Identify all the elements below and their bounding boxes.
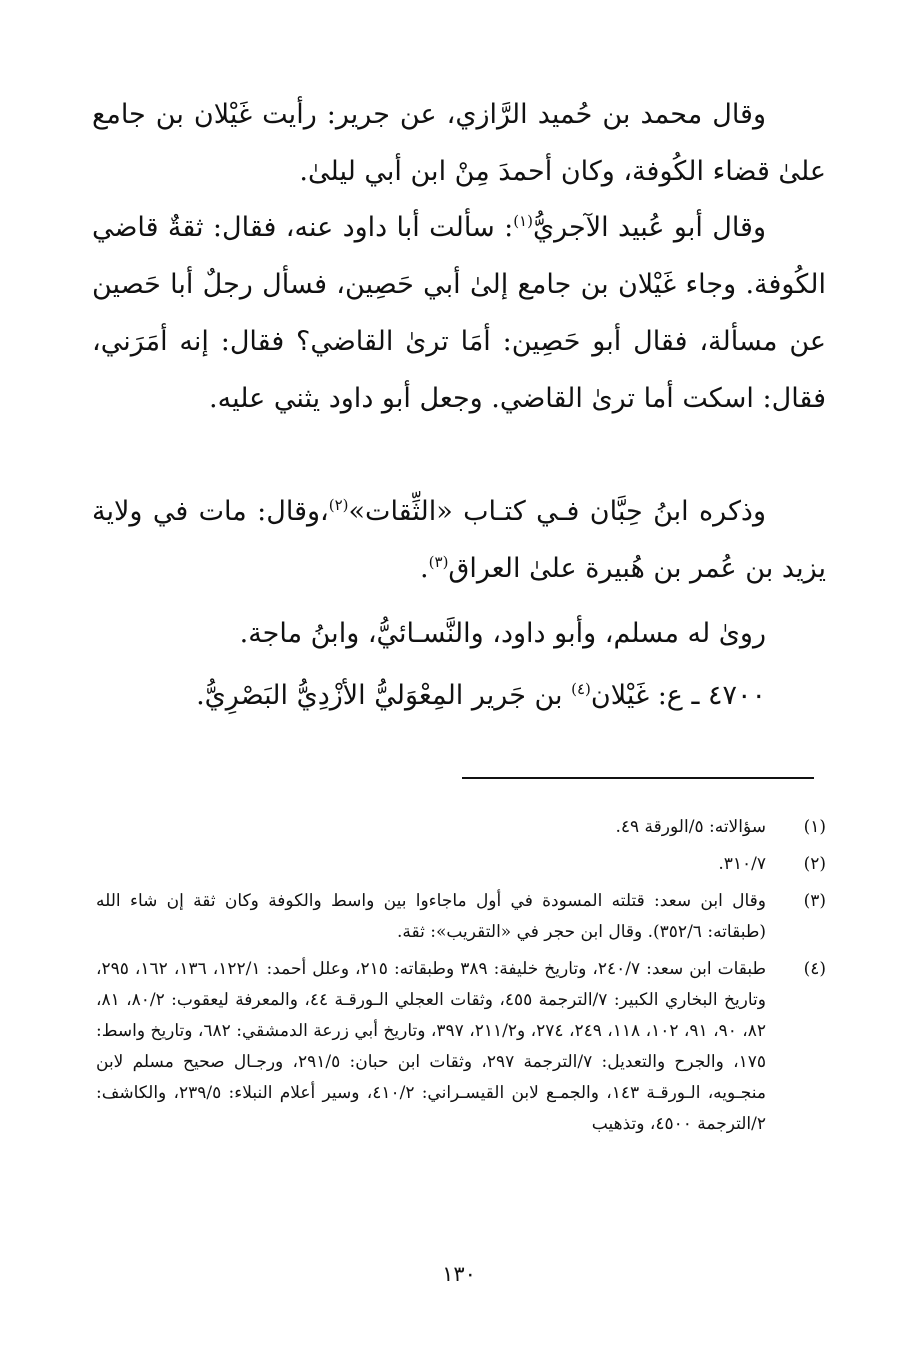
paragraph-text: [92, 483, 826, 597]
footnote-marker-1: (١): [513, 212, 533, 230]
footnote-separator: [462, 777, 814, 779]
footnote-number: (١): [803, 817, 826, 837]
entry-heading-text: [92, 667, 826, 724]
footnotes-section: [96, 812, 826, 1146]
footnote-text: سؤالاته: ٥/الورقة ٤٩.: [615, 817, 766, 837]
paragraph-text: [92, 199, 826, 427]
footnote-marker-4: (٤): [571, 680, 591, 698]
paragraph-text: وقال محمد بن حُميد الرَّازي، عن جرير: رأيت غَيْلان بن جامع علىٰ قضاء الكُوفة، وكان أحمدَ مِنْ ابن أبي ليلىٰ.: [92, 99, 826, 187]
footnote-marker-3: (٣): [428, 553, 449, 571]
page-number: ١٣٠: [442, 1262, 476, 1286]
paragraph-ajurri-narration: [92, 199, 826, 427]
paragraph-text-part: وذكره ابنُ حِبَّان فـي كتـاب «الثِّقات»: [348, 496, 766, 527]
footnote-number: (٤): [803, 959, 826, 979]
footnote-2: [96, 849, 826, 880]
paragraph-text: روىٰ له مسلم، وأبو داود، والنَّسـائيُّ، وابنُ ماجة.: [239, 618, 766, 649]
paragraph-narrators: [92, 605, 826, 662]
paragraph-text-part: : سألت أبا داود عنه، فقال: ثقةٌ قاضي الكُوفة. وجاء غَيْلان بن جامع إلىٰ أبي حَصِين، فسأل رجلٌ أبا حَصين عن مسألة، فقال أبو حَصِين: أمَا ترىٰ القاضي؟ فقال: إنه أمَرَني، فقال: اسكت أما ترىٰ القاضي. وجعل أبو داود يثني عليه.: [92, 212, 826, 414]
footnote-text: وقال ابن سعد: قتلته المسودة في أول ماجاءوا بين واسط والكوفة وكان ثقة إن شاء الله (طبقاته: ٣٥٢/٦). وقال ابن حجر في «التقريب»: ثقة.: [96, 891, 766, 942]
footnote-text: طبقات ابن سعد: ٢٤٠/٧، وتاريخ خليفة: ٣٨٩ وطبقاته: ٢١٥، وعلل أحمد: ١٢٢/١، ١٣٦، ١٦٢، ٢٩٥، وتاريخ البخاري الكبير: ٧/الترجمة ٤٥٥، وثقات العجلي الـورقـة ٤٤، والمعرفة ليعقوب: ٨٠/٢، ٨١، ٨٢، ٩٠، ٩١، ١٠٢، ١١٨، ٢٤٩، ٢٧٤، و٢١١/٢، ٣٩٧، وتاريخ أبي زرعة الدمشقي: ٦٨٢، وتاريخ واسط: ١٧٥، والجرح والتعديل: ٧/الترجمة ٢٩٧، وثقات ابن حبان: ٢٩١/٥، ورجـال صحيح مسلم لابن منجـويه، الـورقـة ١٤٣، والجمـع لابن القيسـراني: ٤١٠/٢، وسير أعلام النبلاء: ٢٣٩/٥، والكاشف: ٢/الترجمة ٤٥٠٠، وتذهيب: [96, 959, 767, 1134]
footnote-4: [96, 954, 826, 1140]
footnote-number: (٣): [803, 891, 826, 911]
footnote-3: [96, 886, 826, 948]
footnote-1: [96, 812, 826, 843]
entry-heading-4700: [92, 667, 826, 724]
paragraph-jarir-narration: [92, 86, 826, 200]
footnote-text: ٣١٠/٧.: [718, 854, 766, 874]
footnote-marker-2: (٢): [328, 496, 349, 514]
entry-heading-part: ٤٧٠٠ ـ ع: غَيْلان: [590, 680, 766, 711]
entry-heading-part: بن جَرير المِعْوَليُّ الأزْدِيُّ البَصْرِيُّ.: [196, 680, 572, 711]
paragraph-text-part: وقال أبو عُبيد الآجريُّ: [532, 212, 766, 243]
paragraph-text-part: .: [420, 553, 429, 584]
footnote-number: (٢): [803, 854, 826, 874]
paragraph-text-part: ،وقال: مات في ولاية يزيد بن عُمر بن هُبيرة علىٰ العراق: [92, 496, 826, 584]
paragraph-ibn-hibban: [92, 483, 826, 597]
